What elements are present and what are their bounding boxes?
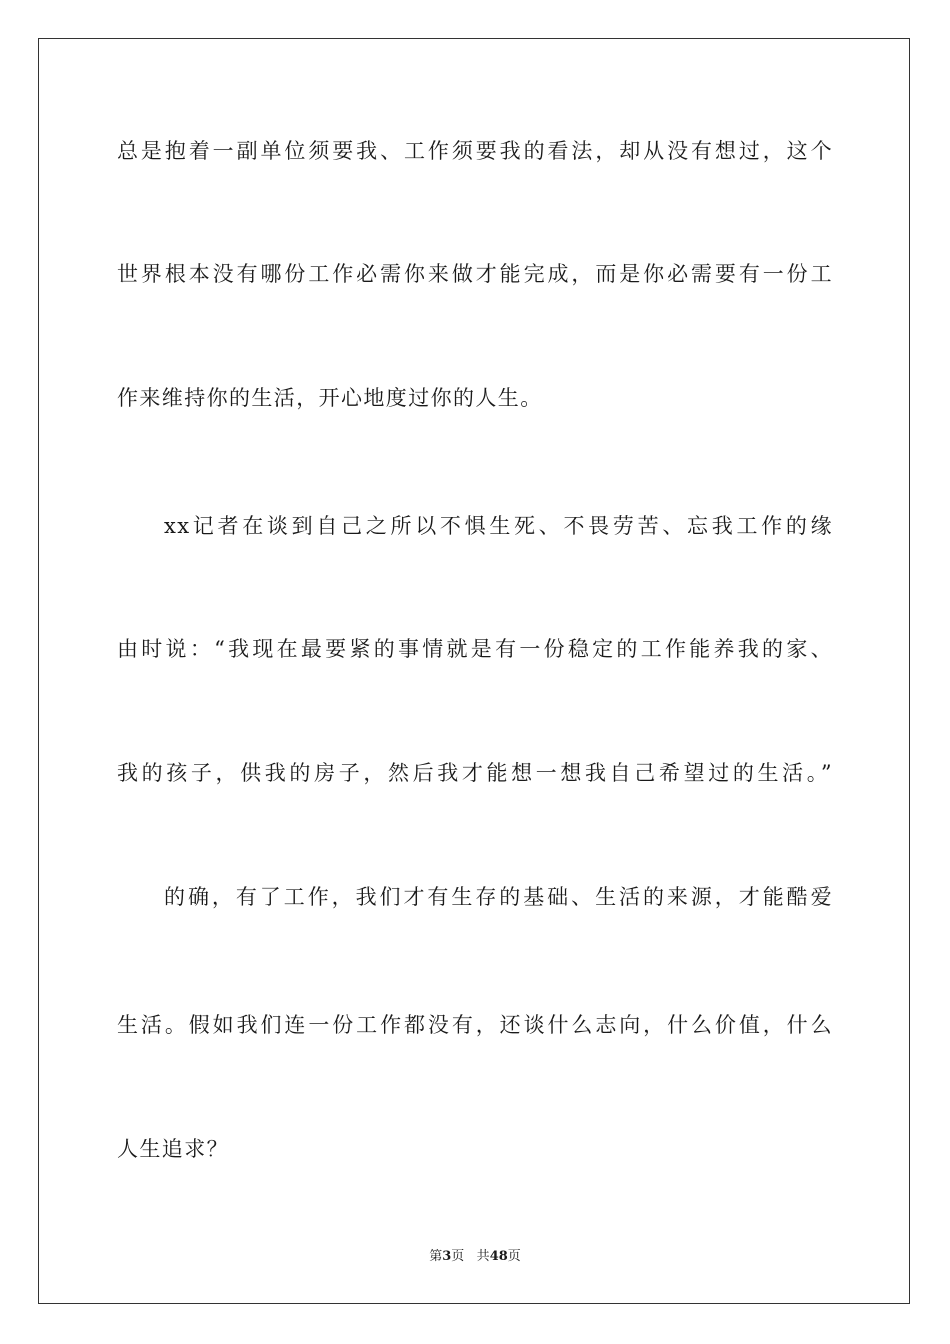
page-border (38, 38, 910, 1304)
footer-total-prefix: 共 (476, 1249, 490, 1264)
text-line-3: 作来维持你的生活，开心地度过你的人生。 (117, 386, 543, 410)
footer-total-suffix: 页 (507, 1249, 521, 1264)
footer-total-pages: 48 (489, 1249, 508, 1264)
text-line-8: 生活。假如我们连一份工作都没有，还谈什么志向，什么价值，什么 (117, 1013, 833, 1037)
footer-page-number: 3 (442, 1249, 452, 1264)
text-line-2: 世界根本没有哪份工作必需你来做才能完成，而是你必需要有一份工 (117, 262, 833, 286)
text-line-9: 人生追求？ (117, 1137, 229, 1161)
footer-page-suffix: 页 (451, 1249, 465, 1264)
footer-page-prefix: 第 (429, 1249, 443, 1264)
page-footer (0, 1248, 950, 1266)
text-line-7: 的确，有了工作，我们才有生存的基础、生活的来源，才能酷爱 (164, 885, 833, 909)
text-line-6: 我的孩子，供我的房子，然后我才能想一想我自己希望过的生活。” (117, 761, 833, 785)
text-line-5: 由时说：“我现在最要紧的事情就是有一份稳定的工作能养我的家、 (117, 637, 833, 661)
text-line-4: xx记者在谈到自己之所以不惧生死、不畏劳苦、忘我工作的缘 (164, 514, 833, 538)
text-line-1: 总是抱着一副单位须要我、工作须要我的看法，却从没有想过，这个 (117, 139, 833, 163)
